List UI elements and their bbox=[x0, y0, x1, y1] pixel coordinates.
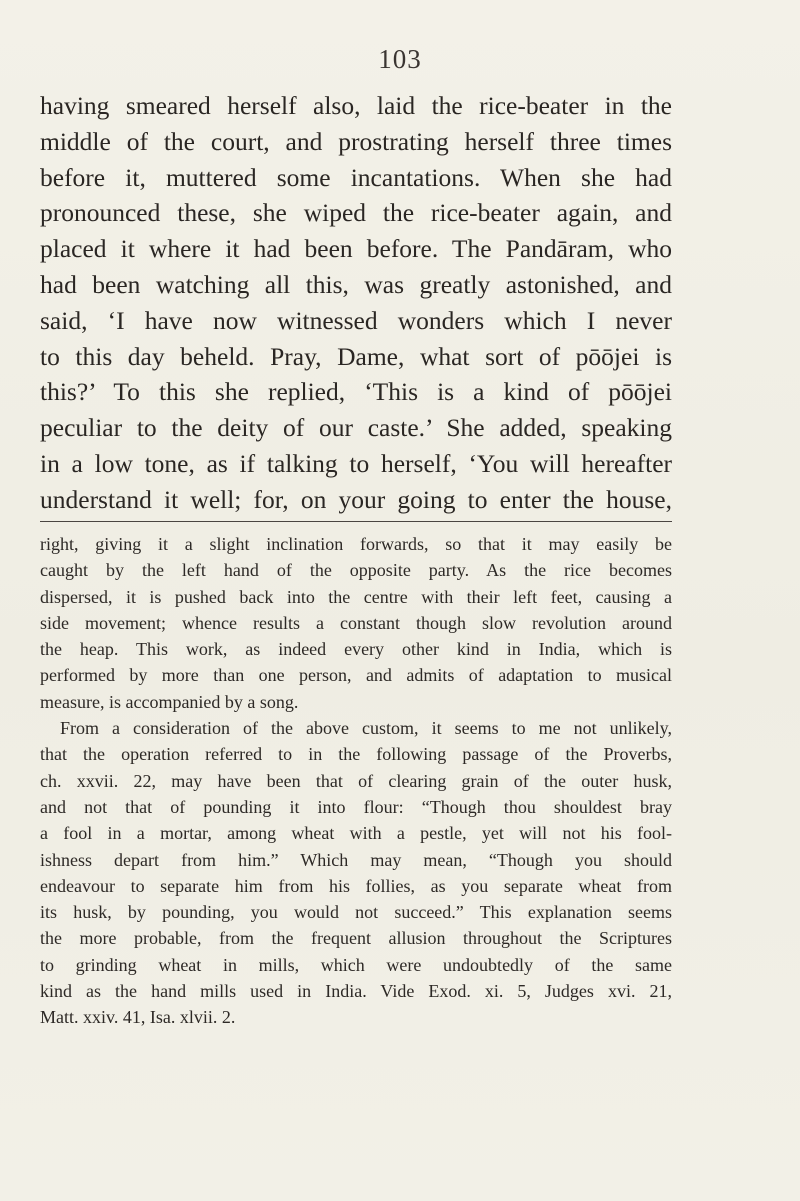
footnote-line: dispersed, it is pushed back into the centre with their left feet, causing a bbox=[40, 586, 672, 607]
main-text-line: this?’ To this she replied, ‘This is a kind of pōōjei bbox=[40, 377, 672, 407]
main-text-line: said, ‘I have now witnessed wonders which I never bbox=[40, 305, 672, 335]
main-text-line: in a low tone, as if talking to herself, ‘You will hereafter bbox=[40, 448, 672, 478]
main-text-line: placed it where it had been before. The Pandāram, who bbox=[40, 234, 672, 264]
footnote-line: endeavour to separate him from his follies, as you separate wheat from bbox=[40, 875, 672, 896]
footnote-line: kind as the hand mills used in India. Vide Exod. xi. 5, Judges xvi. 21, bbox=[40, 981, 672, 1002]
page-number: 103 bbox=[378, 44, 422, 74]
footnote-line: From a consideration of the above custom, it seems to me not unlikely, bbox=[60, 718, 672, 739]
footnote-line: right, giving it a slight inclination forwards, so that it may easily be bbox=[40, 534, 672, 554]
footnote-line: the more probable, from the frequent allusion throughout the Scriptures bbox=[40, 928, 672, 949]
main-text-line: before it, muttered some incantations. When she had bbox=[40, 162, 672, 192]
footnote-line: a fool in a mortar, among wheat with a pestle, yet will not his fool- bbox=[40, 823, 672, 844]
footnote-line: to grinding wheat in mills, which were undoubtedly of the same bbox=[40, 954, 672, 975]
main-text bbox=[40, 88, 672, 518]
footnote-line: its husk, by pounding, you would not succeed.” This explanation seems bbox=[40, 902, 672, 923]
footnote-line: Matt. xxiv. 41, Isa. xlvii. 2. bbox=[40, 1007, 236, 1028]
main-text-line: to this day beheld. Pray, Dame, what sort of pōōjei is bbox=[40, 341, 672, 371]
footnote-line: that the operation referred to in the following passage of the Proverbs, bbox=[40, 744, 672, 765]
main-text-line: having smeared herself also, laid the rice-beater in the bbox=[40, 91, 672, 120]
main-text-line: understand it well; for, on your going to enter the house, bbox=[40, 484, 672, 514]
main-text-line: middle of the court, and prostrating herself three times bbox=[40, 126, 672, 156]
main-text-line: had been watching all this, was greatly astonished, and bbox=[40, 269, 672, 299]
footnote-line: caught by the left hand of the opposite party. As the rice becomes bbox=[40, 560, 672, 581]
footnote-line: measure, is accompanied by a song. bbox=[40, 691, 299, 712]
footnote-line: side movement; whence results a constant though slow revolution around bbox=[40, 612, 672, 633]
footnote bbox=[40, 531, 672, 1031]
footnote-line: performed by more than one person, and admits of adaptation to musical bbox=[40, 665, 672, 686]
footnote-line: and not that of pounding it into flour: “Though thou shouldest bray bbox=[40, 796, 672, 817]
footnote-line: the heap. This work, as indeed every other kind in India, which is bbox=[40, 639, 672, 660]
footnote-line: ishness depart from him.” Which may mean, “Though you should bbox=[40, 849, 672, 870]
footnote-line: ch. xxvii. 22, may have been that of clearing grain of the outer husk, bbox=[40, 770, 672, 791]
main-text-line: peculiar to the deity of our caste.’ She added, speaking bbox=[40, 413, 672, 443]
main-text-line: pronounced these, she wiped the rice-beater again, and bbox=[40, 198, 672, 228]
footnote-divider bbox=[40, 521, 672, 522]
